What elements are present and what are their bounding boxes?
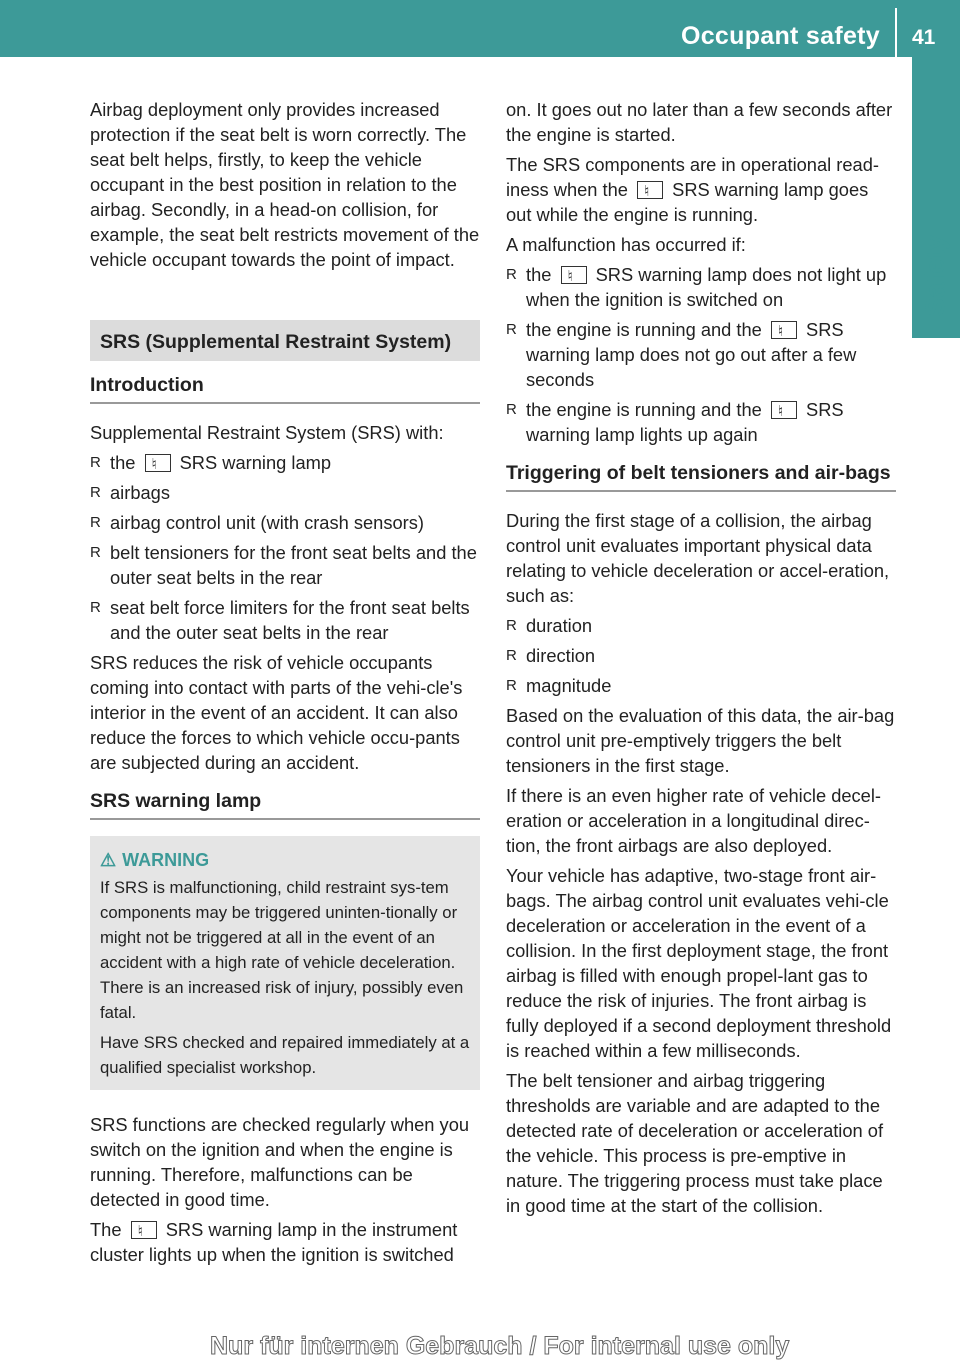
warning-text: If SRS is malfunctioning, child restraint sys-tem components may be triggered uninten-tionally or might not be triggered at all in the event of an accident with a high rate of vehicle deceleration. There is an increased risk of injury, possibly even fatal. bbox=[100, 878, 464, 1022]
list-item: R duration bbox=[506, 615, 593, 636]
triggering-paragraph: During the first stage of a collision, the airbag control unit evaluates important physical data relating to vehicle deceleration or accel-eration, such as: bbox=[506, 510, 890, 606]
functions-checked-paragraph: SRS functions are checked regularly when you switch on the ignition and when the engine is running. Therefore, malfunctions can be detected in good time. bbox=[90, 1114, 470, 1210]
evaluation-list bbox=[506, 613, 896, 698]
based-paragraph: Based on the evaluation of this data, the air-bag control unit pre-emptively triggers the belt tensioners in the first stage. bbox=[506, 705, 895, 776]
warning-box bbox=[90, 836, 480, 1090]
list-item: R belt tensioners for the front seat belts and the outer seat belts in the rear bbox=[90, 542, 477, 588]
malfunction-intro: A malfunction has occurred if: bbox=[506, 234, 746, 255]
triggering-heading: Triggering of belt tensioners and air-bags bbox=[506, 461, 896, 492]
right-column bbox=[506, 97, 896, 1223]
warning-triangle-icon: ⚠ bbox=[100, 850, 117, 870]
list-item: R the ♮ SRS warning lamp bbox=[90, 450, 480, 475]
list-item: R the ♮ SRS warning lamp does not light up when the ignition is switched on bbox=[506, 262, 896, 312]
list-item: R magnitude bbox=[506, 675, 612, 696]
srs-warning-lamp-icon bbox=[637, 181, 663, 199]
warning-label: WARNING bbox=[122, 850, 210, 870]
thresholds-paragraph: The belt tensioner and airbag triggering thresholds are variable and are adapted to the detected rate of deceleration or acceleration of the vehicle. This process is pre-emptive in nature. The triggering process must take place in good time at the start of the collision. bbox=[506, 1070, 884, 1216]
continued-paragraph: on. It goes out no later than a few seconds after the engine is started. bbox=[506, 99, 893, 145]
srs-warning-lamp-icon bbox=[131, 1221, 157, 1239]
intro-paragraph: Airbag deployment only provides increased protection if the seat belt is worn correctly. The seat belt helps, firstly, to keep the vehicle occupant in the best position in relation to the airbag. Secondly, in a head-on collision, for example, the seat belt restricts movement of the vehicle occupant towards the point of impact. bbox=[90, 99, 480, 270]
adaptive-airbags-paragraph: Your vehicle has adaptive, two-stage front air-bags. The airbag control unit evaluates vehi-cle deceleration or acceleration in the event of a collision. In the first deployment stage, the front airbag is filled with enough propel-lant gas to reduce the risk of injuries. The front airbag is fully deployed if a second deployment threshold is reached within a few milliseconds. bbox=[506, 865, 892, 1061]
side-tab-label: Safety bbox=[920, 234, 950, 316]
list-item: R seat belt force limiters for the front seat belts and the outer seat belts in the rear bbox=[90, 597, 470, 643]
page-number: 41 bbox=[912, 26, 936, 49]
srs-warning-lamp-icon bbox=[145, 454, 171, 472]
internal-use-watermark: Nur für internen Gebrauch / For internal use only bbox=[210, 1332, 790, 1360]
chapter-title: Occupant safety bbox=[680, 22, 880, 50]
srs-warning-lamp-icon bbox=[771, 321, 797, 339]
list-item: R direction bbox=[506, 645, 596, 666]
introduction-heading: Introduction bbox=[90, 373, 480, 404]
srs-warning-lamp-icon bbox=[771, 401, 797, 419]
srs-warning-lamp-icon bbox=[561, 266, 587, 284]
srs-warning-lamp-heading: SRS warning lamp bbox=[90, 789, 480, 820]
list-item: R the engine is running and the ♮ SRS warning lamp lights up again bbox=[506, 397, 896, 447]
left-column bbox=[90, 97, 480, 1272]
readiness-paragraph: The SRS components are in operational read-iness when the ♮ SRS warning lamp goes out while the engine is running. bbox=[506, 152, 896, 227]
list-item: R airbags bbox=[90, 482, 170, 503]
srs-components-list bbox=[90, 450, 480, 645]
malfunction-list bbox=[506, 262, 896, 447]
warning-action: Have SRS checked and repaired immediately at a qualified specialist workshop. bbox=[100, 1033, 470, 1077]
section-title: SRS (Supplemental Restraint System) bbox=[90, 320, 480, 361]
header-divider bbox=[895, 8, 897, 57]
srs-reduces-paragraph: SRS reduces the risk of vehicle occupants coming into contact with parts of the vehi-cle's interior in the event of an accident. It can also reduce the forces to which vehicle occu-pants are subjected during an accident. bbox=[90, 652, 463, 773]
higher-rate-paragraph: If there is an even higher rate of vehicle decel-eration or acceleration in a longitudinal direc-tion, the front airbags are also deployed. bbox=[506, 785, 881, 856]
lamp-paragraph: The ♮ SRS warning lamp in the instrument cluster lights up when the ignition is switched bbox=[90, 1217, 480, 1267]
list-item: R airbag control unit (with crash sensors) bbox=[90, 512, 424, 533]
srs-with-paragraph: Supplemental Restraint System (SRS) with: bbox=[90, 422, 444, 443]
list-item: R the engine is running and the ♮ SRS warning lamp does not go out after a few seconds bbox=[506, 317, 896, 392]
